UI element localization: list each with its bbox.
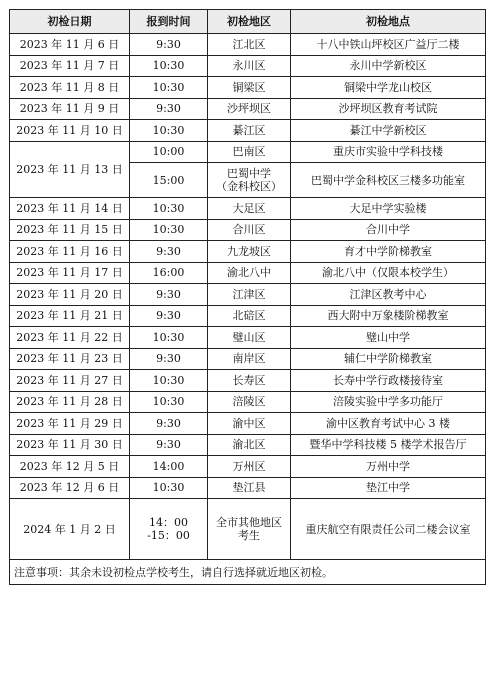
table-row <box>10 499 486 560</box>
table-row <box>10 327 486 349</box>
cell-region: 南岸区 <box>208 348 291 370</box>
cell-time: 9:30 <box>130 98 208 120</box>
cell-date: 2023 年 11 月 29 日 <box>10 413 130 435</box>
table-row <box>10 219 486 241</box>
cell-region: 沙坪坝区 <box>208 98 291 120</box>
cell-region-line2: 考生 <box>238 529 260 542</box>
rows-group-13 <box>10 141 486 198</box>
cell-place: 合川中学 <box>291 219 486 241</box>
cell-region: 璧山区 <box>208 327 291 349</box>
table-row <box>10 284 486 306</box>
cell-place: 渝北八中（仅限本校学生） <box>291 262 486 284</box>
table-row <box>10 120 486 142</box>
cell-date: 2023 年 11 月 23 日 <box>10 348 130 370</box>
cell-date: 2023 年 11 月 8 日 <box>10 77 130 99</box>
schedule-table <box>9 9 486 585</box>
cell-place: 永川中学新校区 <box>291 55 486 77</box>
table-row <box>10 262 486 284</box>
cell-date: 2023 年 11 月 13 日 <box>10 141 130 198</box>
cell-time: 10:30 <box>130 198 208 220</box>
cell-region: 綦江区 <box>208 120 291 142</box>
cell-region <box>208 163 291 198</box>
cell-time: 9:30 <box>130 305 208 327</box>
cell-place: 涪陵实验中学多功能厅 <box>291 391 486 413</box>
cell-date: 2023 年 11 月 9 日 <box>10 98 130 120</box>
cell-time: 10:30 <box>130 391 208 413</box>
table-row <box>10 413 486 435</box>
table-row <box>10 198 486 220</box>
cell-date: 2023 年 11 月 7 日 <box>10 55 130 77</box>
cell-time: 10:30 <box>130 327 208 349</box>
table-row <box>10 391 486 413</box>
header-region: 初检地区 <box>208 10 291 34</box>
cell-date: 2023 年 11 月 16 日 <box>10 241 130 263</box>
cell-region: 涪陵区 <box>208 391 291 413</box>
cell-time: 9:30 <box>130 284 208 306</box>
cell-region: 大足区 <box>208 198 291 220</box>
table-row <box>10 370 486 392</box>
table-row <box>10 241 486 263</box>
cell-time-line2: -15：00 <box>147 529 190 542</box>
table-row <box>10 77 486 99</box>
cell-date: 2023 年 11 月 27 日 <box>10 370 130 392</box>
cell-place: 重庆市实验中学科技楼 <box>291 141 486 163</box>
table-row <box>10 34 486 56</box>
cell-place: 沙坪坝区教育考试院 <box>291 98 486 120</box>
cell-region: 渝北八中 <box>208 262 291 284</box>
cell-place: 大足中学实验楼 <box>291 198 486 220</box>
table-row <box>10 456 486 478</box>
rows-group-1 <box>10 34 486 142</box>
cell-time: 10:30 <box>130 77 208 99</box>
cell-region: 铜梁区 <box>208 77 291 99</box>
cell-time <box>130 499 208 560</box>
cell-date: 2023 年 11 月 17 日 <box>10 262 130 284</box>
cell-place: 西大附中万象楼阶梯教室 <box>291 305 486 327</box>
cell-date: 2023 年 11 月 21 日 <box>10 305 130 327</box>
cell-time: 9:30 <box>130 348 208 370</box>
cell-date: 2023 年 11 月 28 日 <box>10 391 130 413</box>
cell-date: 2024 年 1 月 2 日 <box>10 499 130 560</box>
cell-region <box>208 499 291 560</box>
header-row <box>10 10 486 34</box>
cell-date: 2023 年 11 月 6 日 <box>10 34 130 56</box>
header-date: 初检日期 <box>10 10 130 34</box>
table-row <box>10 98 486 120</box>
cell-region: 江津区 <box>208 284 291 306</box>
cell-date: 2023 年 11 月 15 日 <box>10 219 130 241</box>
cell-place: 万州中学 <box>291 456 486 478</box>
cell-time: 9:30 <box>130 241 208 263</box>
table-row <box>10 305 486 327</box>
cell-time: 10:30 <box>130 120 208 142</box>
cell-place: 暨华中学科技楼 5 楼学术报告厅 <box>291 434 486 456</box>
cell-time: 15:00 <box>130 163 208 198</box>
cell-region: 江北区 <box>208 34 291 56</box>
cell-region: 北碚区 <box>208 305 291 327</box>
cell-date: 2023 年 11 月 22 日 <box>10 327 130 349</box>
cell-date: 2023 年 11 月 14 日 <box>10 198 130 220</box>
cell-place: 育才中学阶梯教室 <box>291 241 486 263</box>
table-row <box>10 477 486 499</box>
table-row <box>10 55 486 77</box>
table-row <box>10 434 486 456</box>
cell-region-line2: （金科校区） <box>216 180 282 193</box>
cell-place: 垫江中学 <box>291 477 486 499</box>
cell-region: 渝中区 <box>208 413 291 435</box>
cell-time-line1: 14：00 <box>149 516 188 529</box>
note-text: 注意事项：其余未设初检点学校考生，请自行选择就近地区初检。 <box>10 560 486 585</box>
cell-time: 10:30 <box>130 477 208 499</box>
cell-time: 10:00 <box>130 141 208 163</box>
cell-region-line1: 全市其他地区 <box>216 516 282 529</box>
cell-region: 渝北区 <box>208 434 291 456</box>
cell-time: 10:30 <box>130 55 208 77</box>
cell-date: 2023 年 11 月 20 日 <box>10 284 130 306</box>
cell-place: 綦江中学新校区 <box>291 120 486 142</box>
cell-place: 璧山中学 <box>291 327 486 349</box>
cell-region: 长寿区 <box>208 370 291 392</box>
cell-region: 巴南区 <box>208 141 291 163</box>
cell-region-line1: 巴蜀中学 <box>227 167 271 180</box>
cell-time: 10:30 <box>130 370 208 392</box>
cell-place: 巴蜀中学金科校区三楼多功能室 <box>291 163 486 198</box>
cell-date: 2023 年 12 月 5 日 <box>10 456 130 478</box>
cell-date: 2023 年 12 月 6 日 <box>10 477 130 499</box>
cell-date: 2023 年 11 月 30 日 <box>10 434 130 456</box>
cell-place: 十八中铁山坪校区广益厅二楼 <box>291 34 486 56</box>
table-row <box>10 348 486 370</box>
cell-region: 永川区 <box>208 55 291 77</box>
cell-region: 合川区 <box>208 219 291 241</box>
cell-date: 2023 年 11 月 10 日 <box>10 120 130 142</box>
cell-place: 江津区教考中心 <box>291 284 486 306</box>
cell-time: 9:30 <box>130 413 208 435</box>
cell-time: 10:30 <box>130 219 208 241</box>
cell-time: 14:00 <box>130 456 208 478</box>
header-place: 初检地点 <box>291 10 486 34</box>
cell-place: 重庆航空有限责任公司二楼会议室 <box>291 499 486 560</box>
cell-time: 9:30 <box>130 34 208 56</box>
cell-region: 垫江县 <box>208 477 291 499</box>
note-row <box>10 560 486 585</box>
cell-time: 9:30 <box>130 434 208 456</box>
cell-region: 万州区 <box>208 456 291 478</box>
header-time: 报到时间 <box>130 10 208 34</box>
rows-group-2 <box>10 198 486 499</box>
table-row <box>10 141 486 163</box>
schedule-document <box>9 9 485 585</box>
cell-place: 铜梁中学龙山校区 <box>291 77 486 99</box>
cell-place: 长寿中学行政楼接待室 <box>291 370 486 392</box>
cell-place: 渝中区教育考试中心 3 楼 <box>291 413 486 435</box>
rows-group-last <box>10 499 486 585</box>
cell-time: 16:00 <box>130 262 208 284</box>
cell-region: 九龙坡区 <box>208 241 291 263</box>
cell-place: 辅仁中学阶梯教室 <box>291 348 486 370</box>
